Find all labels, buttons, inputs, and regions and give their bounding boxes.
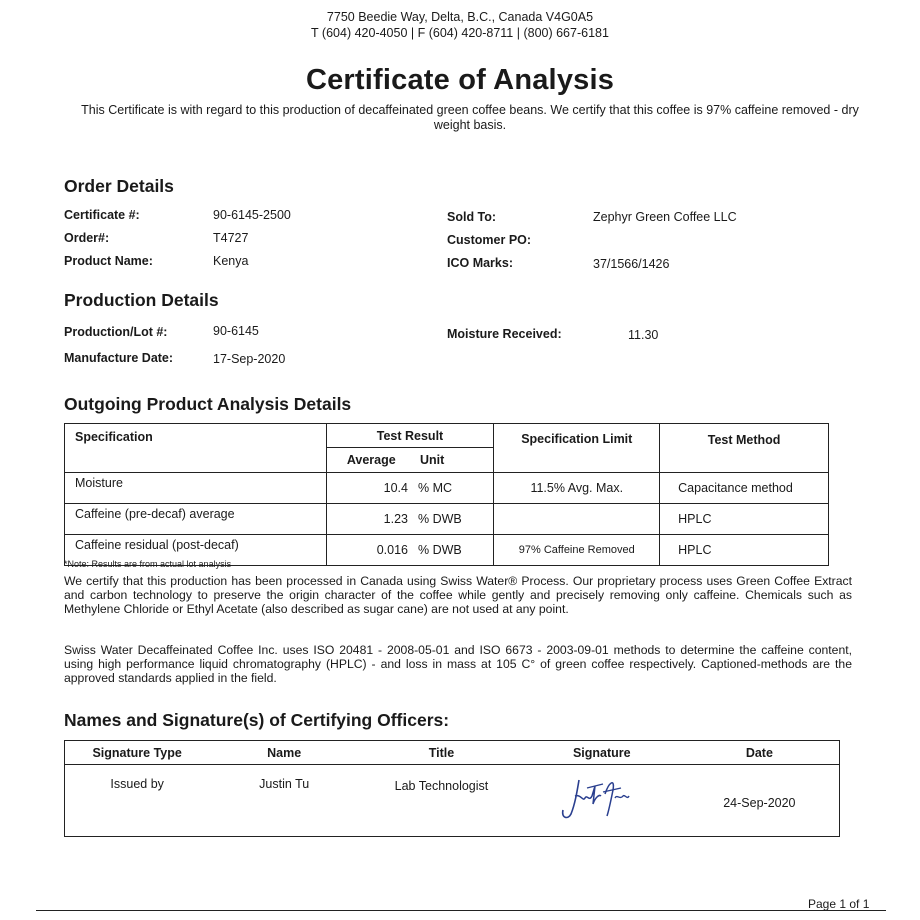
col-specification: Specification xyxy=(65,424,327,473)
average-cell: 10.4 xyxy=(326,473,416,504)
product-name-value: Kenya xyxy=(213,254,249,268)
analysis-table xyxy=(64,423,829,566)
production-lot-label: Production/Lot #: xyxy=(64,325,168,339)
customer-po-label: Customer PO: xyxy=(447,233,532,247)
moisture-received-label: Moisture Received: xyxy=(447,327,562,341)
signature-type-cell: Issued by xyxy=(65,765,210,837)
product-name-label: Product Name: xyxy=(64,254,153,268)
order-details-heading: Order Details xyxy=(64,176,174,196)
certificate-label: Certificate #: xyxy=(64,208,140,222)
intro-text: This Certificate is with regard to this production of decaffeinated green coffee beans. We certify that this coffee is 97% caffeine removed - dry weight basis. xyxy=(81,103,859,132)
analysis-heading: Outgoing Product Analysis Details xyxy=(64,394,352,414)
unit-cell: % DWB xyxy=(416,504,494,535)
sold-to-label: Sold To: xyxy=(447,210,497,224)
method-cell: HPLC xyxy=(660,504,829,535)
col-test-result: Test Result xyxy=(326,424,494,448)
col-average: Average xyxy=(326,448,416,473)
average-cell: 0.016 xyxy=(326,535,416,566)
col-title: Title xyxy=(359,741,524,765)
manufacture-date-label: Manufacture Date: xyxy=(64,351,174,365)
date-cell: 24-Sep-2020 xyxy=(680,765,840,837)
signatures-table xyxy=(64,740,840,837)
ico-marks-value: 37/1566/1426 xyxy=(593,257,670,271)
col-test-method: Test Method xyxy=(660,424,829,473)
limit-cell: 11.5% Avg. Max. xyxy=(494,473,660,504)
col-unit: Unit xyxy=(416,448,494,473)
footer-rule xyxy=(36,910,886,911)
order-label: Order#: xyxy=(64,231,110,245)
limit-cell: 97% Caffeine Removed xyxy=(494,535,660,566)
page-number: Page 1 of 1 xyxy=(808,897,870,911)
method-cell: Capacitance method xyxy=(660,473,829,504)
moisture-received-value: 11.30 xyxy=(628,328,659,342)
col-date: Date xyxy=(680,741,840,765)
unit-cell: % MC xyxy=(416,473,494,504)
order-value: T4727 xyxy=(213,231,249,245)
average-cell: 1.23 xyxy=(326,504,416,535)
handwritten-signature xyxy=(557,774,647,824)
page-title: Certificate of Analysis xyxy=(305,64,615,96)
company-phones: T (604) 420-4050 | F (604) 420-8711 | (800) 667-6181 xyxy=(311,26,609,40)
manufacture-date-value: 17-Sep-2020 xyxy=(213,352,286,366)
spec-cell: Caffeine (pre-decaf) average xyxy=(65,504,327,535)
unit-cell: % DWB xyxy=(416,535,494,566)
company-address: 7750 Beedie Way, Delta, B.C., Canada V4G0A5 xyxy=(326,10,594,24)
table-row xyxy=(65,504,829,535)
production-lot-value: 90-6145 xyxy=(213,324,259,338)
spec-cell: Caffeine residual (post-decaf) xyxy=(65,535,327,566)
table-row xyxy=(65,765,840,837)
method-cell: HPLC xyxy=(660,535,829,566)
col-signature-type: Signature Type xyxy=(65,741,210,765)
signature-cell xyxy=(524,765,680,837)
results-note: *Note: Results are from actual lot analysis xyxy=(64,559,232,569)
officer-name-cell: Justin Tu xyxy=(209,765,359,837)
col-signature: Signature xyxy=(524,741,680,765)
table-row xyxy=(65,473,829,504)
limit-cell xyxy=(494,504,660,535)
officer-title-cell: Lab Technologist xyxy=(359,765,524,837)
process-paragraph: We certify that this production has been processed in Canada using Swiss Water® Process. Our proprietary process uses Green Coffee Extract and carbon technology to preserve the origin character of the coffee while gently and precisely removing only caffeine. Chemicals such as Methylene Chloride or Ethyl Acetate (also described as sugar cane) are not used at any point. xyxy=(64,574,852,616)
methods-paragraph: Swiss Water Decaffeinated Coffee Inc. uses ISO 20481 - 2008-05-01 and ISO 6673 - 2003-09-01 methods to determine the caffeine content, using high performance liquid chromatography (HPLC) - and loss in mass at 105 C° of green coffee respectively. Captioned-methods are the approved standards applied in the field. xyxy=(64,643,852,685)
production-details-heading: Production Details xyxy=(64,290,219,310)
col-name: Name xyxy=(209,741,359,765)
col-spec-limit: Specification Limit xyxy=(494,424,660,473)
certificate-value: 90-6145-2500 xyxy=(213,208,291,222)
ico-marks-label: ICO Marks: xyxy=(447,256,513,270)
spec-cell: Moisture xyxy=(65,473,327,504)
sold-to-value: Zephyr Green Coffee LLC xyxy=(593,210,737,224)
signatures-heading: Names and Signature(s) of Certifying Officers: xyxy=(64,710,450,730)
